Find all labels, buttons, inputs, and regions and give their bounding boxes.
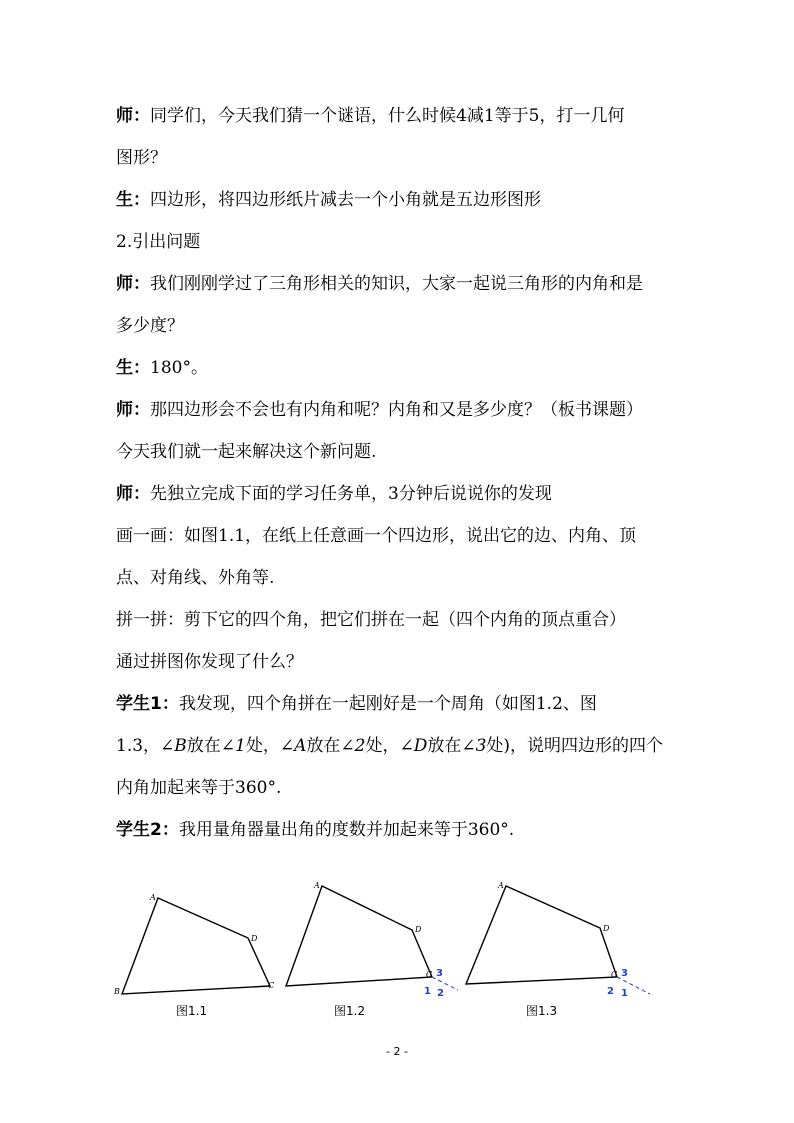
student1-line-2 [116,734,663,758]
dialogue-line-8 [116,398,643,422]
speaker: 生： [116,190,150,210]
line-text: 通过拼图你发现了什么？ [116,652,303,672]
vertex-label-c: C [611,970,618,979]
figure-caption-1-3: 图1.3 [526,1004,558,1018]
figure-caption-1-1: 图1.1 [176,1004,208,1018]
angle-3: ∠3 [461,736,487,756]
student1-line-3 [116,776,281,800]
figure-1-1 [112,888,282,1004]
speaker: 生： [116,358,150,378]
dialogue-line-10 [116,482,552,506]
angle-mark-3: 3 [621,968,628,979]
text-part: 放在 [186,736,221,756]
text-part: 放在 [427,736,462,756]
line-text: 拼一拼：剪下它的四个角，把它们拼在一起（四个内角的顶点重合） [116,610,626,630]
line-text: 四边形，将四边形纸片减去一个小角就是五边形图形 [150,190,541,210]
line-text: 点、对角线、外角等. [116,568,275,588]
line-text: 我发现，四个角拼在一起刚好是一个周角（如图1.2、图 [178,694,597,714]
dialogue-line-9 [116,440,376,464]
task-puzzle-line-1 [116,608,626,632]
line-text: 我们刚刚学过了三角形相关的知识，大家一起说三角形的内角和是 [150,274,643,294]
vertex-label-c: C [268,981,275,990]
page-number: - 2 - [386,1045,408,1058]
task-draw-line-2 [116,566,274,590]
line-text: 我用量角器量出角的度数并加起来等于360°. [178,820,515,840]
angle-mark-2: 2 [607,986,614,997]
figure-1-2 [280,878,470,1004]
student1-line-1 [116,692,597,716]
angle-1: ∠1 [220,736,246,756]
angle-mark-3: 3 [436,968,443,979]
line-text: 图形？ [116,148,167,168]
quadrilateral-diagram [112,888,282,1000]
angle-b: ∠B [160,736,187,756]
quadrilateral-diagram [280,878,470,1000]
speaker: 师： [116,484,150,504]
line-text: 那四边形会不会也有内角和呢？内角和又是多少度？（板书课题） [150,400,643,420]
text-part: 处， [365,736,400,756]
text-part: 处)，说明四边形的四个 [486,736,664,756]
quadrilateral-acd [466,886,617,984]
line-text: 今天我们就一起来解决这个新问题. [116,442,377,462]
vertex-label-b: B [114,987,120,996]
line-text: 画一画：如图1.1，在纸上任意画一个四边形，说出它的边、内角、顶 [116,526,637,546]
quadrilateral-acd [286,886,432,986]
line-text: 同学们，今天我们猜一个谜语，什么时候4减1等于5，打一几何 [150,106,625,126]
figure-1-3 [460,878,660,1004]
section-heading [116,230,200,254]
dialogue-line-2 [116,146,167,170]
quadrilateral-diagram [460,878,660,1000]
task-puzzle-line-2 [116,650,303,674]
speaker: 学生2： [116,820,179,840]
angle-d: ∠D [399,736,428,756]
text-part: 处， [245,736,280,756]
angle-mark-2: 2 [437,988,444,999]
line-text: 180°。 [150,358,208,378]
text-part: 放在 [306,736,341,756]
dialogue-line-5 [116,272,643,296]
angle-2: ∠2 [340,736,366,756]
line-text: 多少度？ [116,316,184,336]
speaker: 师： [116,106,150,126]
angle-mark-1: 1 [621,988,628,999]
vertex-label-c: C [426,970,433,979]
text-part: 1.3， [116,736,161,756]
line-text: 先独立完成下面的学习任务单，3分钟后说说你的发现 [150,484,552,504]
line-text: 内角加起来等于360°. [116,778,282,798]
line-text: 2.引出问题 [116,232,201,252]
vertex-label-d: D [251,934,258,943]
angle-mark-1: 1 [424,986,431,997]
student2-line [116,818,514,842]
vertex-label-d: D [415,925,422,934]
vertex-label-a: A [498,881,504,890]
dialogue-line-6 [116,314,184,338]
vertex-label-a: A [150,893,156,902]
dialogue-line-1 [116,104,624,128]
dialogue-line-7 [116,356,208,380]
speaker: 师： [116,274,150,294]
speaker: 学生1： [116,694,179,714]
dialogue-line-3 [116,188,541,212]
vertex-label-d: D [603,924,610,933]
speaker: 师： [116,400,150,420]
task-draw-line-1 [116,524,636,548]
angle-a: ∠A [279,736,307,756]
quadrilateral-abcd [122,898,270,994]
figure-caption-1-2: 图1.2 [334,1004,366,1018]
vertex-label-a: A [314,881,320,890]
